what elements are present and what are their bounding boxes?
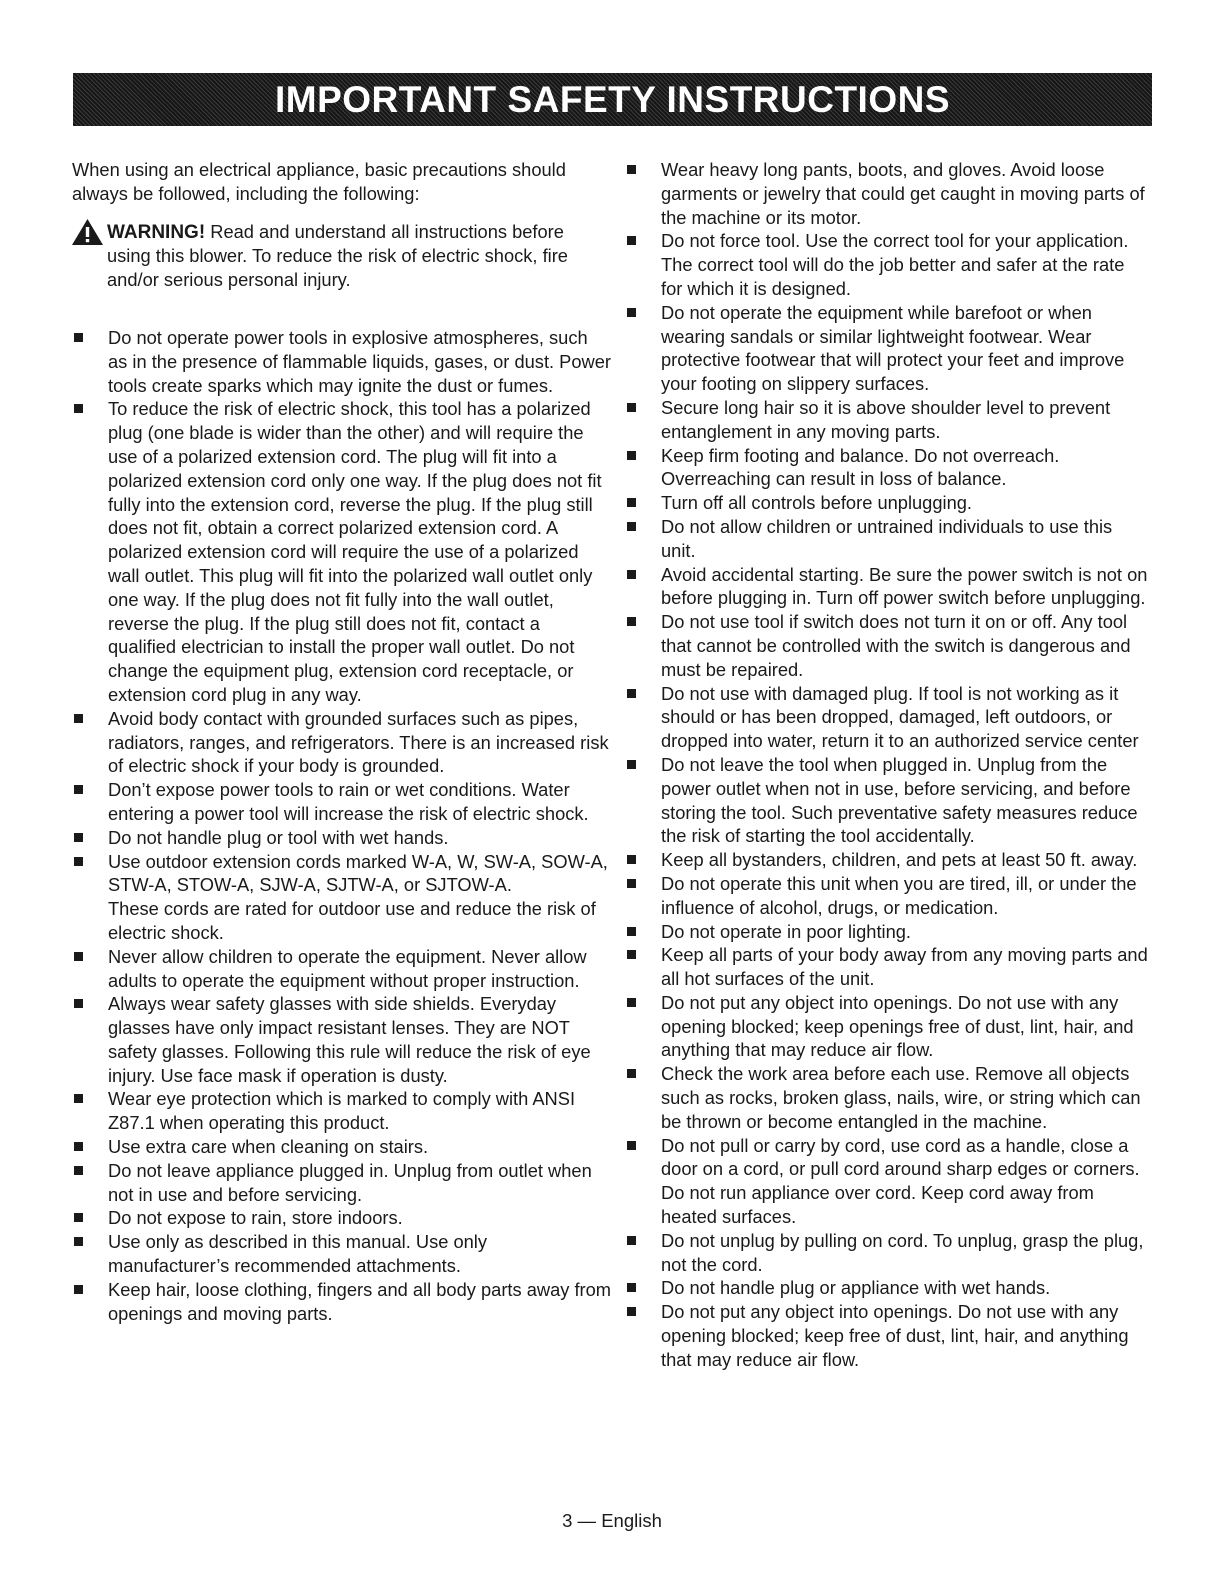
list-item: Don’t expose power tools to rain or wet conditions. Water entering a power tool will increase the risk of electric shock. bbox=[72, 778, 612, 826]
list-item: Wear eye protection which is marked to comply with ANSI Z87.1 when operating this product. bbox=[72, 1087, 612, 1135]
list-item: Do not operate power tools in explosive atmospheres, such as in the presence of flammable liquids, gases, or dust. Power tools create sparks which may ignite the dust or fumes. bbox=[72, 326, 612, 397]
warning-block bbox=[72, 220, 612, 292]
list-item: Do not pull or carry by cord, use cord as a handle, close a door on a cord, or pull cord around sharp edges or corners. Do not run appliance over cord. Keep cord away from heated surfaces. bbox=[625, 1134, 1150, 1229]
list-item: Always wear safety glasses with side shields. Everyday glasses have only impact resistant lenses. They are NOT safety glasses. Following this rule will reduce the risk of eye injury. Use face mask if operation is dusty. bbox=[72, 992, 612, 1087]
list-item: Do not put any object into openings. Do not use with any opening blocked; keep openings free of dust, lint, hair, and anything that may reduce air flow. bbox=[625, 991, 1150, 1062]
right-bullet-list bbox=[625, 158, 1150, 1372]
list-item: To reduce the risk of electric shock, this tool has a polarized plug (one blade is wider than the other) and will require the use of a polarized extension cord. The plug will fit into a polarized extension cord only one way. If the plug does not fit fully into the extension cord, reverse the plug. If the plug still does not fit, obtain a correct polarized extension cord. A polarized extension cord will require the use of a polarized wall outlet. This plug will fit into the polarized wall outlet only one way. If the plug does not fit fully into the wall outlet, reverse the plug. If the plug still does not fit, contact a qualified electrician to install the proper wall outlet. Do not change the equipment plug, extension cord receptacle, or extension cord plug in any way. bbox=[72, 397, 612, 706]
list-item: Do not use with damaged plug. If tool is not working as it should or has been dropped, damaged, left outdoors, or dropped into water, return it to an authorized service center bbox=[625, 682, 1150, 753]
list-item: Keep hair, loose clothing, fingers and all body parts away from openings and moving parts. bbox=[72, 1278, 612, 1326]
list-item: Do not allow children or untrained individuals to use this unit. bbox=[625, 515, 1150, 563]
list-item-note: These cords are rated for outdoor use and reduce the risk of electric shock. bbox=[108, 898, 596, 943]
list-item: Do not leave appliance plugged in. Unplug from outlet when not in use and before servicing. bbox=[72, 1159, 612, 1207]
list-item: Secure long hair so it is above shoulder level to prevent entanglement in any moving parts. bbox=[625, 396, 1150, 444]
list-item: Do not operate in poor lighting. bbox=[625, 920, 1150, 944]
list-item: Do not leave the tool when plugged in. Unplug from the power outlet when not in use, before servicing, and before storing the tool. Such preventative safety measures reduce the risk of starting the tool accidentally. bbox=[625, 753, 1150, 848]
list-item: Keep all bystanders, children, and pets at least 50 ft. away. bbox=[625, 848, 1150, 872]
list-item: Check the work area before each use. Remove all objects such as rocks, broken glass, nails, wire, or string which can be thrown or become entangled in the machine. bbox=[625, 1062, 1150, 1133]
intro-text: When using an electrical appliance, basic precautions should always be followed, including the following: bbox=[72, 159, 566, 204]
list-item: Keep firm footing and balance. Do not overreach. Overreaching can result in loss of balance. bbox=[625, 444, 1150, 492]
list-item: Wear heavy long pants, boots, and gloves. Avoid loose garments or jewelry that could get caught in moving parts of the machine or its motor. bbox=[625, 158, 1150, 229]
list-item: Do not force tool. Use the correct tool for your application. The correct tool will do the job better and safer at the rate for which it is designed. bbox=[625, 229, 1150, 300]
warning-triangle-icon bbox=[71, 218, 104, 246]
list-item: Do not operate this unit when you are tired, ill, or under the influence of alcohol, drugs, or medication. bbox=[625, 872, 1150, 920]
title-banner bbox=[73, 73, 1152, 126]
left-column bbox=[72, 158, 612, 1325]
list-item-text: Use outdoor extension cords marked W-A, W, SW-A, SOW-A, STW-A, STOW-A, SJW-A, SJTW-A, or SJTOW-A. bbox=[108, 850, 608, 896]
list-item: Never allow children to operate the equipment. Never allow adults to operate the equipment without proper instruction. bbox=[72, 945, 612, 993]
list-item: Do not handle plug or appliance with wet hands. bbox=[625, 1276, 1150, 1300]
left-bullet-list bbox=[72, 326, 612, 1325]
list-item: Do not expose to rain, store indoors. bbox=[72, 1206, 612, 1230]
list-item: Do not operate the equipment while barefoot or when wearing sandals or similar lightweight footwear. Wear protective footwear that will protect your feet and improve your footing on slippery surfaces. bbox=[625, 301, 1150, 396]
list-item: Keep all parts of your body away from any moving parts and all hot surfaces of the unit. bbox=[625, 943, 1150, 991]
warning-label: WARNING! bbox=[107, 221, 206, 243]
list-item: Do not handle plug or tool with wet hands. bbox=[72, 826, 612, 850]
list-item: Turn off all controls before unplugging. bbox=[625, 491, 1150, 515]
page-footer: 3 — English bbox=[562, 1510, 662, 1531]
list-item: Do not put any object into openings. Do not use with any opening blocked; keep free of dust, lint, hair, and anything that may reduce air flow. bbox=[625, 1300, 1150, 1371]
page-title: IMPORTANT SAFETY INSTRUCTIONS bbox=[274, 79, 951, 120]
right-column bbox=[625, 158, 1150, 1372]
list-item: Do not use tool if switch does not turn it on or off. Any tool that cannot be controlled with the switch is dangerous and must be repaired. bbox=[625, 610, 1150, 681]
list-item-with-note bbox=[72, 850, 612, 945]
list-item: Use only as described in this manual. Use only manufacturer’s recommended attachments. bbox=[72, 1230, 612, 1278]
list-item: Avoid accidental starting. Be sure the power switch is not on before plugging in. Turn off power switch before unplugging. bbox=[625, 563, 1150, 611]
list-item: Use extra care when cleaning on stairs. bbox=[72, 1135, 612, 1159]
list-item: Avoid body contact with grounded surfaces such as pipes, radiators, ranges, and refrigerators. There is an increased risk of electric shock if your body is grounded. bbox=[72, 707, 612, 778]
warning-text: Read and understand all instructions before using this blower. To reduce the risk of electric shock, fire and/or serious personal injury. bbox=[107, 220, 568, 291]
list-item: Do not unplug by pulling on cord. To unplug, grasp the plug, not the cord. bbox=[625, 1229, 1150, 1277]
